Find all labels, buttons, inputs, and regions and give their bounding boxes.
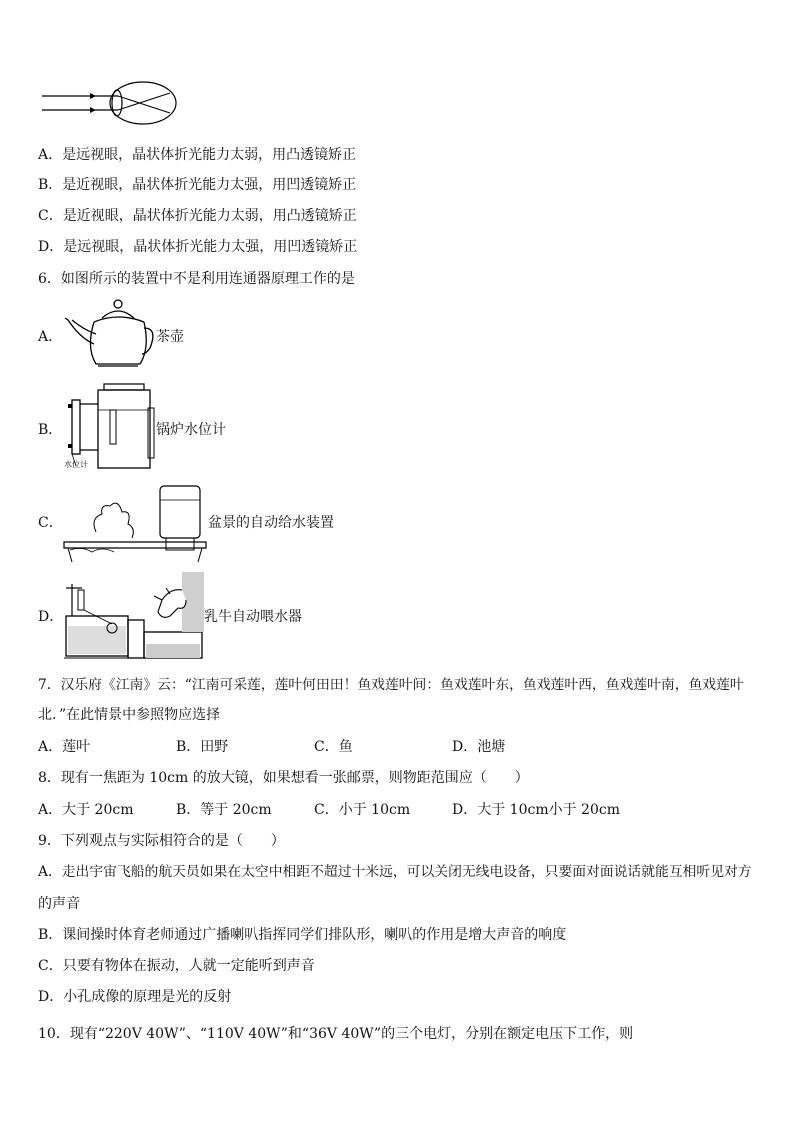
q6-option-c-label: 盆景的自动给水装置 [208,515,334,531]
q6-option-c-letter: C． [38,515,63,531]
q10-stem: 10．现有“220V 40W”、“110V 40W”和“36V 40W”的三个电灯，分别在额定电压下工作，则 [38,1026,634,1042]
q7-option-d: D．池塘 [452,739,506,755]
q6-stem: 6．如图所示的装置中不是利用连通器原理工作的是 [38,271,355,287]
q7-option-c: C．鱼 [314,739,353,755]
q6-option-d-label: 乳牛自动喂水器 [204,609,302,625]
q9-option-a-line1: A．走出宇宙飞船的航天员如果在太空中相距不超过十米远，可以关闭无线电设备，只要面对面说话就能互相听见对方 [38,864,752,880]
q9-option-b: B．课间操时体育老师通过广播喇叭指挥同学们排队形，喇叭的作用是增大声音的响度 [38,927,567,943]
q6-option-b-label: 锅炉水位计 [156,422,226,438]
bonsai-water-figure [62,484,208,566]
q5-option-a: A．是远视眼，晶状体折光能力太弱，用凸透镜矫正 [38,147,357,163]
q9-option-d: D．小孔成像的原理是光的反射 [38,989,232,1005]
q9-stem: 9．下列观点与实际相符合的是（ ） [38,833,285,849]
q8-option-d: D．大于 10cm小于 20cm [452,802,620,818]
eye-diagram [40,80,180,130]
q8-option-b: B．等于 20cm [176,802,272,818]
teapot-figure [62,298,156,374]
q5-option-b: B．是近视眼，晶状体折光能力太强，用凹透镜矫正 [38,177,357,193]
q9-option-c: C．只要有物体在振动，人就一定能听到声音 [38,958,315,974]
q6-option-a-letter: A． [38,329,63,345]
q6-option-d-letter: D． [38,609,64,625]
q8-stem: 8．现有一焦距为 10cm 的放大镜，如果想看一张邮票，则物距范围应（ ） [38,770,529,786]
q6-option-b-letter: B． [38,422,63,438]
cow-feeder-figure [62,570,204,664]
q5-option-d: D．是远视眼，晶状体折光能力太强，用凹透镜矫正 [38,239,358,255]
q6-option-b-figure-text: 水位计 [64,460,88,469]
q8-option-a: A．大于 20cm [38,802,134,818]
q9-option-a-line2: 的声音 [38,896,80,912]
q8-option-c: C．小于 10cm [314,802,411,818]
q7-stem-line1: 7．汉乐府《江南》云：“江南可采莲，莲叶何田田！鱼戏莲叶间：鱼戏莲叶东，鱼戏莲叶西，鱼戏莲叶南，鱼戏莲叶 [38,677,744,693]
q6-option-a-label: 茶壶 [156,329,184,345]
q5-option-c: C．是近视眼，晶状体折光能力太弱，用凸透镜矫正 [38,208,357,224]
q7-option-a: A．莲叶 [38,739,91,755]
q7-stem-line2: 北．”在此情景中参照物应选择 [38,707,221,723]
q7-option-b: B．田野 [176,739,229,755]
